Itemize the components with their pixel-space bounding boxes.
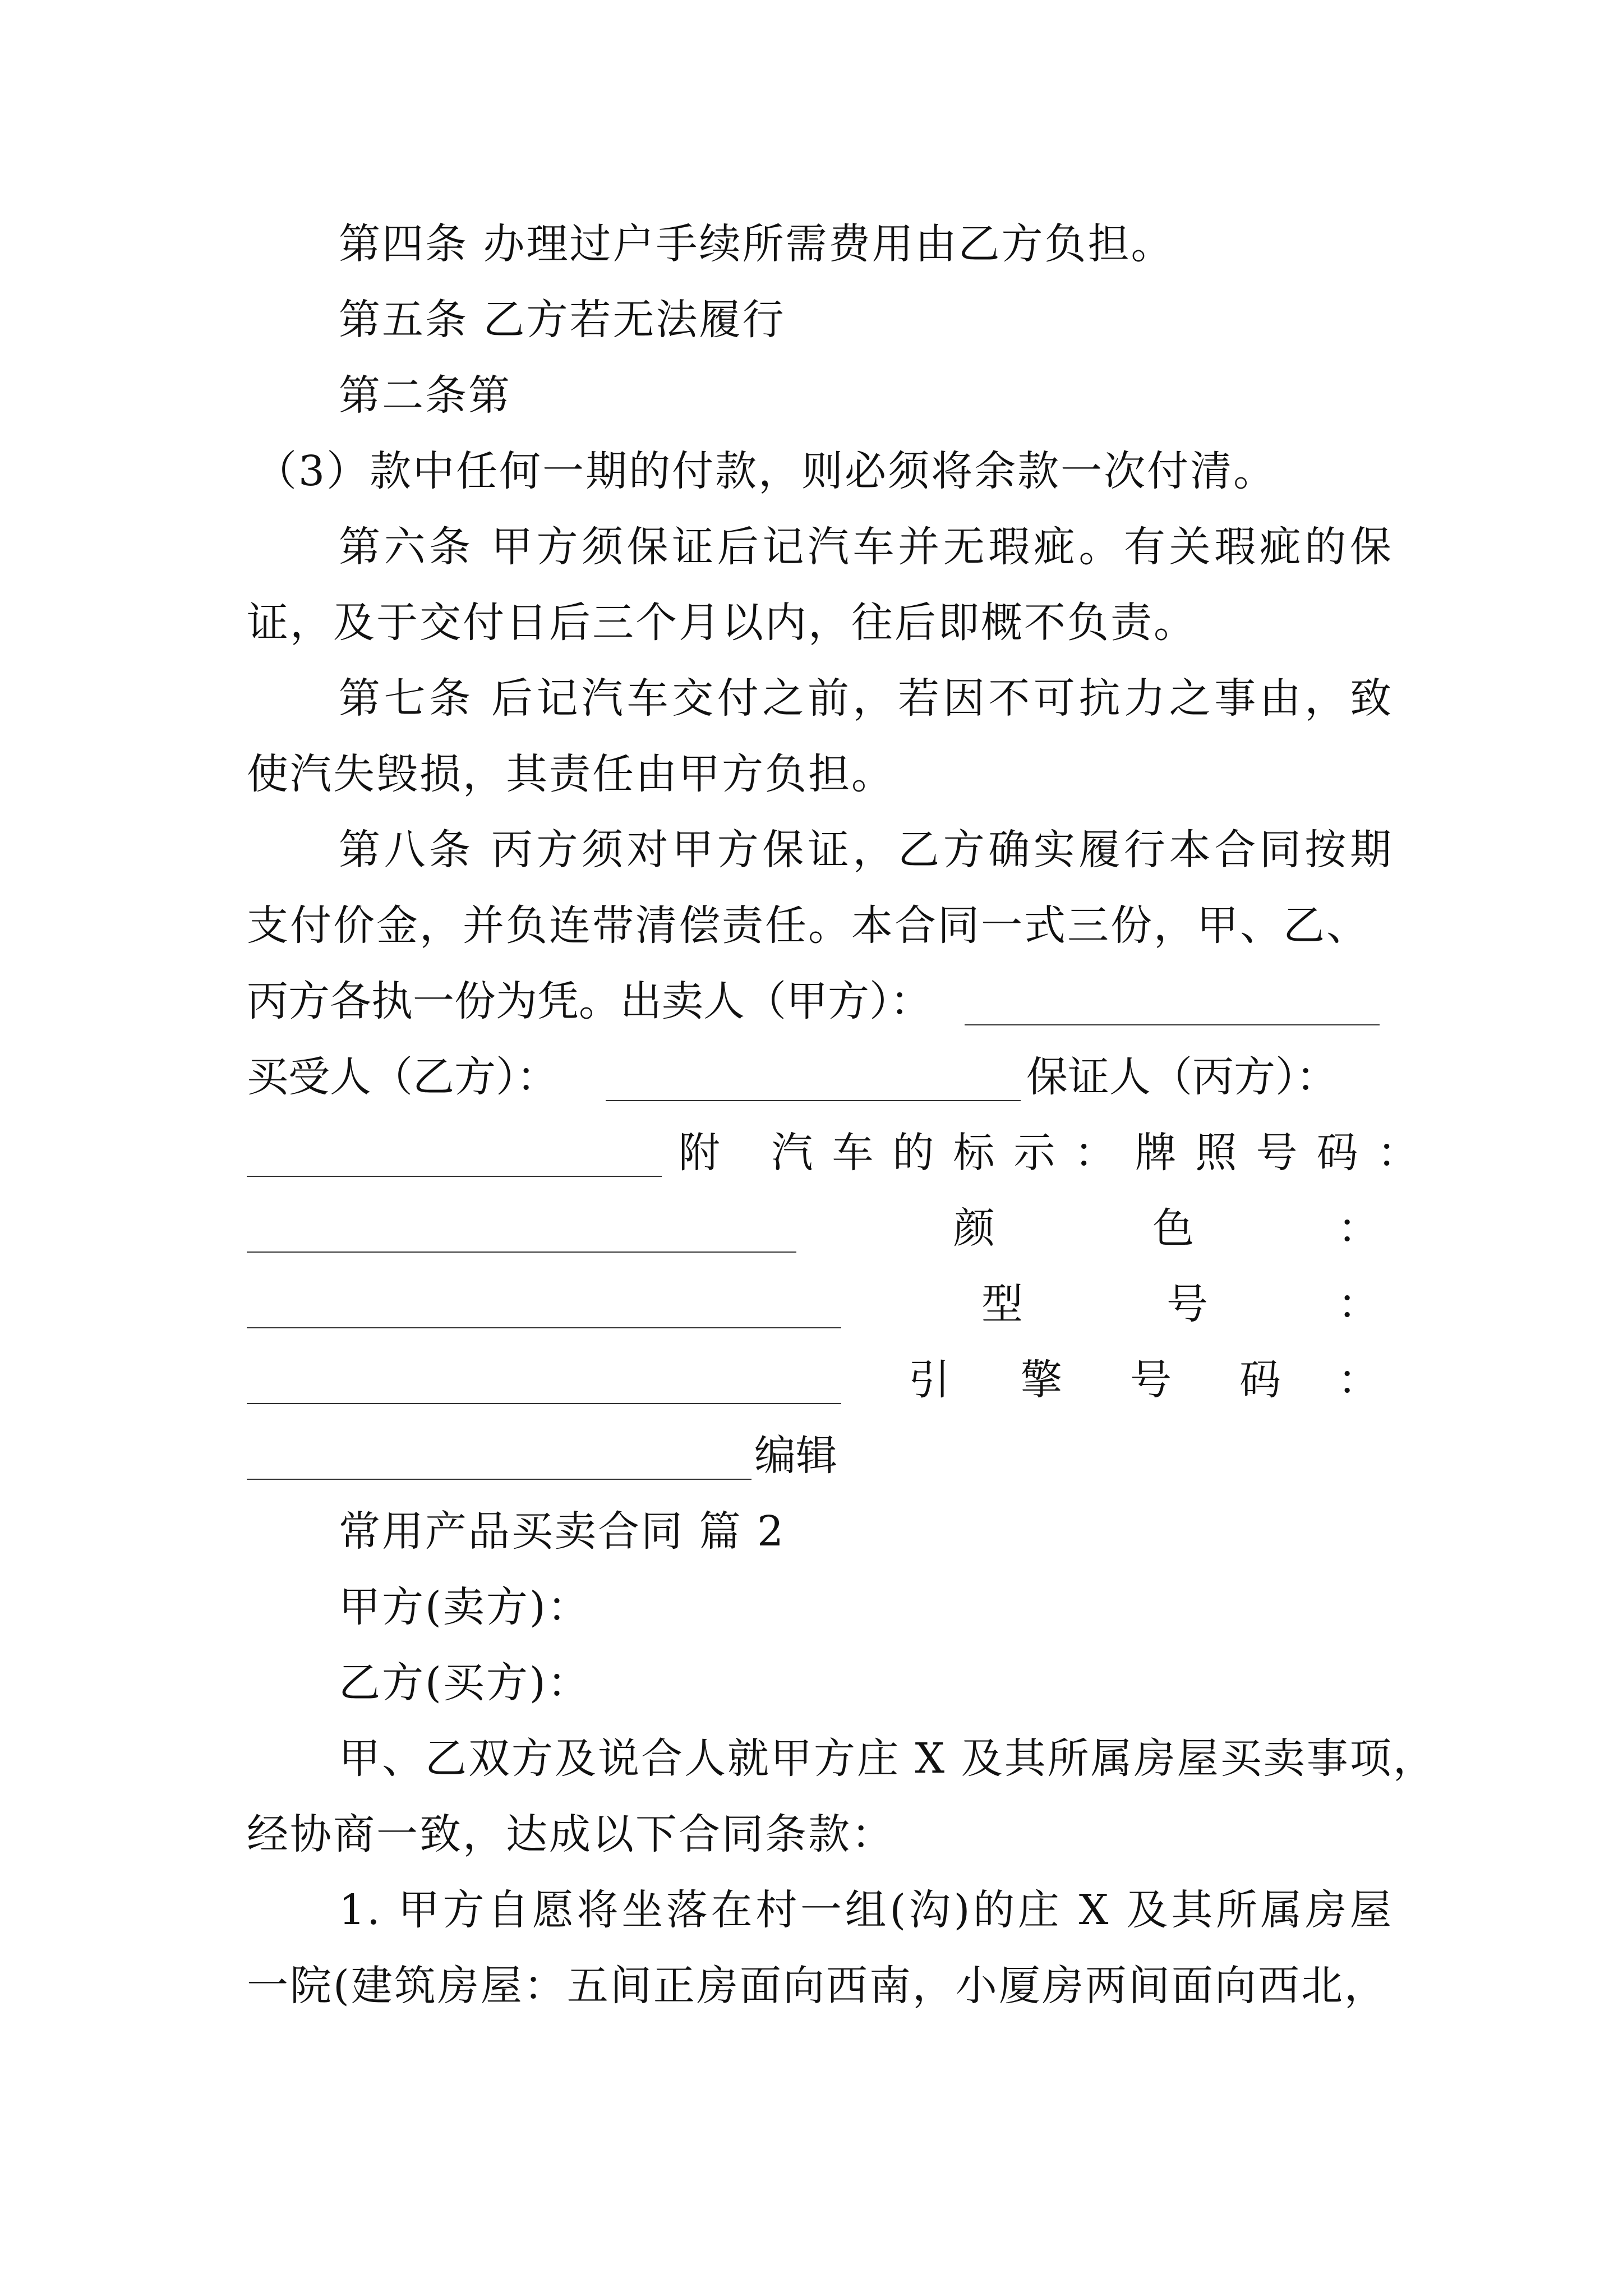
- item-1-line2: 一院(建筑房屋：五间正房面向西南，小厦房两间面向西北，: [247, 1962, 1387, 2010]
- clause-6-line2: 证，及于交付日后三个月以内，往后即概不负责。: [247, 599, 1197, 647]
- clause-6-line1: 第六条 甲方须保证后记汽车并无瑕疵。有关瑕疵的保: [339, 523, 1393, 571]
- engine-label-2: 擎: [1021, 1356, 1062, 1404]
- vehicle-spec-label: 附 汽车的标示：牌照号码：: [679, 1129, 1438, 1177]
- model-row: [247, 1273, 1391, 1335]
- seller-label: 丙方各执一份为凭。出卖人（甲方）：: [247, 977, 932, 1025]
- party-a: 甲方(卖方)：: [339, 1583, 591, 1631]
- seller-row: [247, 970, 1391, 1032]
- color-blank: [247, 1289, 841, 1328]
- engine-label-3: 号: [1130, 1356, 1172, 1404]
- clause-8-line2: 支付价金，并负连带清偿责任。本合同一式三份，甲、乙、: [247, 901, 1370, 950]
- model-label-2: 号: [1166, 1280, 1208, 1328]
- preamble-line2: 经协商一致，达成以下合同条款：: [247, 1810, 895, 1858]
- color-label-2: 色: [1152, 1204, 1194, 1253]
- edit-row: [247, 1425, 1391, 1487]
- color-colon: ：: [1338, 1204, 1379, 1253]
- plate-row: [247, 1122, 1438, 1184]
- model-colon: ：: [1338, 1280, 1379, 1328]
- color-label-1: 颜: [953, 1204, 995, 1253]
- engine-label-1: 引: [909, 1356, 950, 1404]
- clause-5-cont: （3）款中任何一期的付款，则必须将余款一次付清。: [255, 447, 1277, 495]
- buyer-blank: [606, 1062, 1021, 1101]
- engine-row: [247, 1349, 1391, 1411]
- guarantor-blank: [247, 1138, 662, 1177]
- edit-label: 编辑: [754, 1432, 837, 1480]
- engine-label-4: 码: [1239, 1356, 1281, 1404]
- clause-7-line2: 使汽失毁损，其责任由甲方负担。: [247, 750, 895, 798]
- model-label-1: 型: [981, 1280, 1023, 1328]
- model-blank: [247, 1365, 841, 1404]
- color-row: [247, 1198, 1391, 1259]
- engine-colon: ：: [1338, 1356, 1379, 1404]
- buyer-label: 买受人（乙方）：: [247, 1053, 558, 1101]
- section-title: 常用产品买卖合同 篇 2: [339, 1507, 786, 1556]
- clause-8-line1: 第八条 丙方须对甲方保证，乙方确实履行本合同按期: [339, 826, 1393, 874]
- preamble-line1: 甲、乙双方及说合人就甲方庄 X 及其所属房屋买卖事项，: [339, 1734, 1436, 1783]
- seller-blank: [965, 986, 1380, 1025]
- clause-ref: 第二条第: [339, 371, 511, 420]
- clause-7-line1: 第七条 后记汽车交付之前，若因不可抗力之事由，致: [339, 674, 1393, 723]
- buyer-row: [247, 1046, 1391, 1108]
- clause-5: 第五条 乙方若无法履行: [339, 296, 786, 344]
- engine-blank: [247, 1441, 751, 1480]
- guarantor-label: 保证人（丙方）：: [1026, 1053, 1338, 1101]
- plate-blank: [247, 1213, 796, 1253]
- party-b: 乙方(买方)：: [339, 1659, 591, 1707]
- clause-4: 第四条 办理过户手续所需费用由乙方负担。: [339, 220, 1174, 268]
- item-1-line1: 1. 甲方自愿将坐落在村一组(沟)的庄 X 及其所属房屋: [339, 1886, 1393, 1934]
